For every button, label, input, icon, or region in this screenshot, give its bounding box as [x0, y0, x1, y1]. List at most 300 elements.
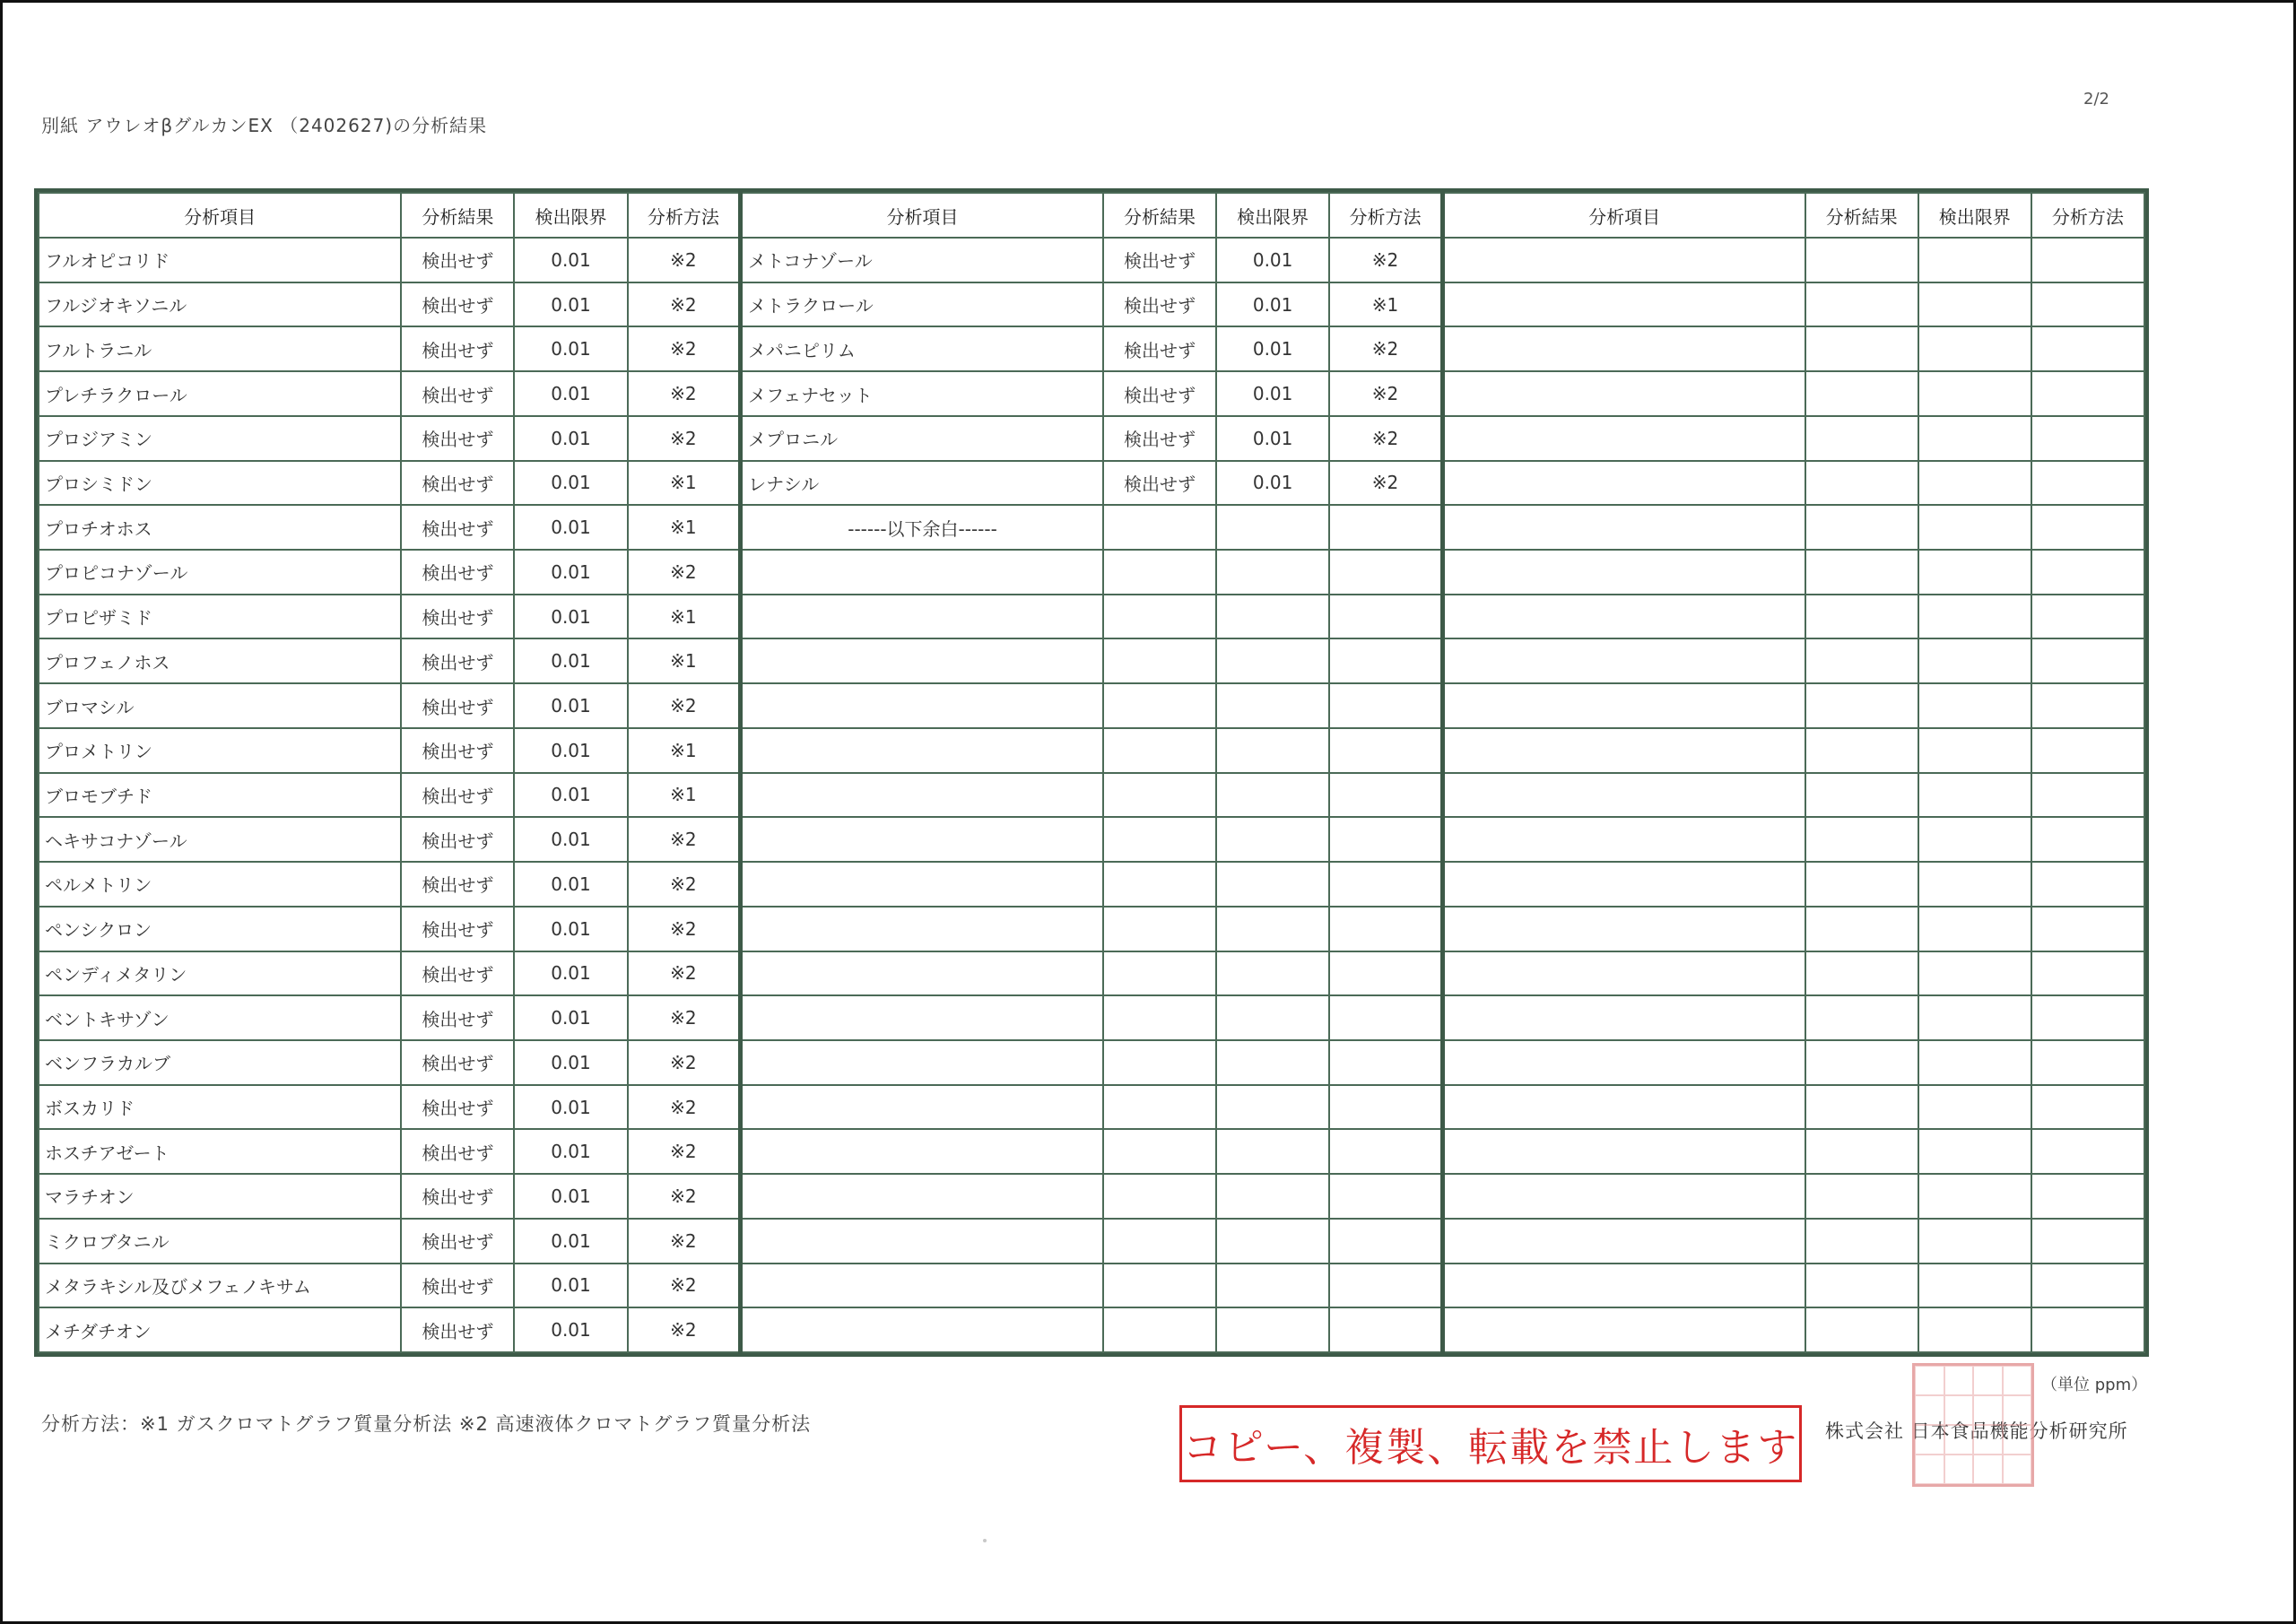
- item-name-cell: ブロモブチド: [39, 773, 401, 818]
- empty-cell: [1918, 238, 2031, 282]
- empty-cell: [2031, 282, 2144, 327]
- empty-cell: [2031, 638, 2144, 683]
- item-name-cell: レナシル: [741, 461, 1103, 506]
- item-name-cell: プロシミドン: [39, 461, 401, 506]
- result-cell: 検出せず: [1103, 461, 1216, 506]
- limit-cell: 0.01: [514, 238, 627, 282]
- empty-cell: [1805, 461, 1918, 506]
- result-cell: [1103, 817, 1216, 862]
- method-cell: [1329, 1264, 1442, 1308]
- empty-cell: [2031, 683, 2144, 728]
- table-row: [39, 995, 2144, 1040]
- empty-cell: [1442, 1264, 1805, 1308]
- method-cell: [1329, 1174, 1442, 1219]
- limit-cell: 0.01: [514, 326, 627, 371]
- limit-cell: [1216, 505, 1329, 550]
- result-cell: 検出せず: [1103, 416, 1216, 461]
- empty-cell: [2031, 773, 2144, 818]
- item-name-cell: メトコナゾール: [741, 238, 1103, 282]
- empty-cell: [1918, 1085, 2031, 1130]
- result-cell: 検出せず: [401, 638, 514, 683]
- item-name-cell: フルオピコリド: [39, 238, 401, 282]
- header-method: 分析方法: [628, 193, 741, 238]
- item-name-cell: メチダチオン: [39, 1307, 401, 1352]
- limit-cell: [1216, 1040, 1329, 1085]
- result-cell: 検出せず: [401, 595, 514, 639]
- company-name: 株式会社 日本食品機能分析研究所: [1825, 1420, 2128, 1442]
- method-cell: ※2: [628, 995, 741, 1040]
- empty-cell: [1918, 1129, 2031, 1174]
- empty-cell: [2031, 995, 2144, 1040]
- empty-cell: [1442, 1129, 1805, 1174]
- limit-cell: 0.01: [1216, 461, 1329, 506]
- item-name-cell: ベンフラカルブ: [39, 1040, 401, 1085]
- item-name-cell: プロフェノホス: [39, 638, 401, 683]
- result-cell: 検出せず: [401, 1040, 514, 1085]
- empty-cell: [2031, 595, 2144, 639]
- item-name-cell: [741, 1040, 1103, 1085]
- empty-cell: [1442, 550, 1805, 595]
- header-item: 分析項目: [741, 193, 1103, 238]
- method-cell: ※1: [1329, 282, 1442, 327]
- item-name-cell: ヘキサコナゾール: [39, 817, 401, 862]
- limit-cell: [1216, 951, 1329, 996]
- method-cell: ※2: [628, 862, 741, 907]
- table-row: [39, 683, 2144, 728]
- result-cell: 検出せず: [401, 951, 514, 996]
- item-name-cell: ペンシクロン: [39, 907, 401, 951]
- result-cell: [1103, 773, 1216, 818]
- table-row: [39, 326, 2144, 371]
- empty-cell: [2031, 1174, 2144, 1219]
- table-row: [39, 505, 2144, 550]
- method-cell: [1329, 773, 1442, 818]
- empty-cell: [1805, 1219, 1918, 1264]
- result-cell: 検出せず: [401, 862, 514, 907]
- limit-cell: 0.01: [514, 907, 627, 951]
- item-name-cell: フルトラニル: [39, 326, 401, 371]
- limit-cell: 0.01: [514, 1174, 627, 1219]
- empty-cell: [1918, 907, 2031, 951]
- method-cell: [1329, 1129, 1442, 1174]
- result-cell: 検出せず: [401, 728, 514, 773]
- table-row: [39, 1085, 2144, 1130]
- result-cell: [1103, 951, 1216, 996]
- result-cell: 検出せず: [401, 238, 514, 282]
- result-cell: 検出せず: [401, 907, 514, 951]
- item-name-cell: [741, 550, 1103, 595]
- item-name-cell: [741, 773, 1103, 818]
- empty-cell: [1918, 817, 2031, 862]
- item-name-cell: ボスカリド: [39, 1085, 401, 1130]
- empty-cell: [1918, 951, 2031, 996]
- results-table: [38, 192, 2145, 1353]
- table-row: [39, 550, 2144, 595]
- result-cell: 検出せず: [401, 371, 514, 416]
- table-row: [39, 282, 2144, 327]
- item-name-cell: [741, 638, 1103, 683]
- empty-cell: [1918, 282, 2031, 327]
- method-cell: [1329, 951, 1442, 996]
- result-cell: 検出せず: [401, 550, 514, 595]
- method-cell: ※2: [628, 907, 741, 951]
- header-limit: 検出限界: [1216, 193, 1329, 238]
- item-name-cell: メパニピリム: [741, 326, 1103, 371]
- result-cell: 検出せず: [401, 1219, 514, 1264]
- limit-cell: 0.01: [514, 550, 627, 595]
- table-row: [39, 638, 2144, 683]
- table-row: [39, 862, 2144, 907]
- empty-cell: [1805, 1085, 1918, 1130]
- empty-cell: [1442, 416, 1805, 461]
- limit-cell: [1216, 728, 1329, 773]
- method-cell: [1329, 817, 1442, 862]
- empty-cell: [1442, 326, 1805, 371]
- limit-cell: [1216, 1129, 1329, 1174]
- limit-cell: 0.01: [1216, 326, 1329, 371]
- empty-cell: [1805, 817, 1918, 862]
- table-row: [39, 1174, 2144, 1219]
- empty-cell: [2031, 461, 2144, 506]
- result-cell: [1103, 595, 1216, 639]
- method-cell: ※1: [628, 505, 741, 550]
- item-name-cell: [741, 1307, 1103, 1352]
- empty-cell: [2031, 371, 2144, 416]
- method-cell: ※2: [628, 951, 741, 996]
- header-result: 分析結果: [401, 193, 514, 238]
- header-limit: 検出限界: [514, 193, 627, 238]
- item-name-cell: プロピザミド: [39, 595, 401, 639]
- item-name-cell: フルジオキソニル: [39, 282, 401, 327]
- header-result: 分析結果: [1805, 193, 1918, 238]
- empty-cell: [2031, 951, 2144, 996]
- limit-cell: 0.01: [514, 1264, 627, 1308]
- empty-cell: [2031, 1129, 2144, 1174]
- empty-cell: [1805, 550, 1918, 595]
- limit-cell: [1216, 907, 1329, 951]
- empty-cell: [1805, 238, 1918, 282]
- empty-cell: [1918, 371, 2031, 416]
- limit-cell: 0.01: [514, 683, 627, 728]
- limit-cell: [1216, 862, 1329, 907]
- empty-cell: [1918, 1174, 2031, 1219]
- unit-label: （単位 ppm）: [2041, 1376, 2148, 1394]
- header-result: 分析結果: [1103, 193, 1216, 238]
- empty-cell: [1805, 638, 1918, 683]
- empty-cell: [1442, 238, 1805, 282]
- empty-cell: [1805, 1129, 1918, 1174]
- limit-cell: [1216, 817, 1329, 862]
- limit-cell: 0.01: [514, 728, 627, 773]
- method-cell: ※2: [628, 550, 741, 595]
- result-cell: [1103, 1040, 1216, 1085]
- item-name-cell: マラチオン: [39, 1174, 401, 1219]
- result-cell: 検出せず: [401, 326, 514, 371]
- limit-cell: 0.01: [514, 461, 627, 506]
- method-cell: ※1: [628, 595, 741, 639]
- table-row: [39, 595, 2144, 639]
- result-cell: [1103, 1219, 1216, 1264]
- item-name-cell: プロピコナゾール: [39, 550, 401, 595]
- item-name-cell: [741, 1174, 1103, 1219]
- table-row: [39, 238, 2144, 282]
- empty-cell: [1805, 1307, 1918, 1352]
- limit-cell: 0.01: [514, 371, 627, 416]
- empty-cell: [2031, 907, 2144, 951]
- empty-cell: [1442, 1219, 1805, 1264]
- item-name-cell: [741, 595, 1103, 639]
- header-item: 分析項目: [39, 193, 401, 238]
- empty-cell: [1442, 683, 1805, 728]
- result-cell: [1103, 995, 1216, 1040]
- method-cell: ※2: [1329, 371, 1442, 416]
- limit-cell: 0.01: [1216, 282, 1329, 327]
- table-row: [39, 461, 2144, 506]
- empty-cell: [2031, 238, 2144, 282]
- method-cell: ※2: [628, 1085, 741, 1130]
- item-name-cell: ペンディメタリン: [39, 951, 401, 996]
- result-cell: [1103, 1174, 1216, 1219]
- result-cell: 検出せず: [1103, 282, 1216, 327]
- limit-cell: [1216, 1085, 1329, 1130]
- item-name-cell: プロジアミン: [39, 416, 401, 461]
- item-name-cell: [741, 995, 1103, 1040]
- method-cell: ※1: [628, 773, 741, 818]
- item-name-cell: メフェナセット: [741, 371, 1103, 416]
- empty-cell: [1918, 728, 2031, 773]
- page-number: 2/2: [2083, 90, 2109, 109]
- empty-cell: [1918, 683, 2031, 728]
- scan-speck: [983, 1539, 987, 1542]
- empty-cell: [2031, 1219, 2144, 1264]
- empty-cell: [1805, 1040, 1918, 1085]
- item-name-cell: [741, 862, 1103, 907]
- empty-cell: [1442, 862, 1805, 907]
- empty-cell: [1918, 505, 2031, 550]
- item-name-cell: ペルメトリン: [39, 862, 401, 907]
- limit-cell: 0.01: [514, 505, 627, 550]
- item-name-cell: [741, 1129, 1103, 1174]
- empty-cell: [1442, 817, 1805, 862]
- item-name-cell: ブロマシル: [39, 683, 401, 728]
- item-name-cell: [741, 817, 1103, 862]
- empty-cell: [1442, 773, 1805, 818]
- method-cell: ※2: [628, 1040, 741, 1085]
- table-row: [39, 817, 2144, 862]
- limit-cell: [1216, 595, 1329, 639]
- item-name-cell: [741, 728, 1103, 773]
- empty-cell: [1805, 683, 1918, 728]
- result-cell: [1103, 862, 1216, 907]
- item-name-cell: [741, 951, 1103, 996]
- empty-cell: [1918, 638, 2031, 683]
- empty-cell: [1805, 773, 1918, 818]
- limit-cell: [1216, 638, 1329, 683]
- result-cell: [1103, 907, 1216, 951]
- item-name-cell: プレチラクロール: [39, 371, 401, 416]
- result-cell: 検出せず: [401, 461, 514, 506]
- empty-cell: [1442, 371, 1805, 416]
- header-method: 分析方法: [2031, 193, 2144, 238]
- limit-cell: 0.01: [514, 951, 627, 996]
- empty-cell: [2031, 326, 2144, 371]
- result-cell: 検出せず: [401, 1085, 514, 1130]
- empty-cell: [1918, 550, 2031, 595]
- method-cell: ※2: [628, 1174, 741, 1219]
- empty-cell: [1442, 638, 1805, 683]
- item-name-cell: [741, 907, 1103, 951]
- copy-prohibition-notice: コピー、複製、転載を禁止します: [1179, 1405, 1802, 1482]
- limit-cell: 0.01: [514, 773, 627, 818]
- header-limit: 検出限界: [1918, 193, 2031, 238]
- empty-cell: [1918, 1040, 2031, 1085]
- method-cell: [1329, 862, 1442, 907]
- empty-cell: [1442, 595, 1805, 639]
- empty-cell: [2031, 728, 2144, 773]
- empty-cell: [1805, 326, 1918, 371]
- result-cell: 検出せず: [401, 995, 514, 1040]
- empty-cell: [1442, 1040, 1805, 1085]
- method-cell: ※2: [628, 817, 741, 862]
- result-cell: 検出せず: [1103, 326, 1216, 371]
- empty-cell: [2031, 505, 2144, 550]
- result-cell: [1103, 1085, 1216, 1130]
- empty-cell: [1805, 995, 1918, 1040]
- item-name-cell: メプロニル: [741, 416, 1103, 461]
- method-cell: ※2: [628, 1129, 741, 1174]
- table-row: [39, 1264, 2144, 1308]
- methods-note: 分析方法：※1 ガスクロマトグラフ質量分析法 ※2 高速液体クロマトグラフ質量分析法: [41, 1413, 812, 1435]
- method-cell: ※2: [628, 1219, 741, 1264]
- result-cell: 検出せず: [401, 1129, 514, 1174]
- result-cell: 検出せず: [401, 282, 514, 327]
- result-cell: [1103, 683, 1216, 728]
- method-cell: [1329, 1219, 1442, 1264]
- method-cell: ※1: [628, 638, 741, 683]
- empty-cell: [1442, 728, 1805, 773]
- empty-cell: [1805, 282, 1918, 327]
- result-cell: 検出せず: [401, 1264, 514, 1308]
- result-cell: 検出せず: [401, 683, 514, 728]
- method-cell: ※2: [628, 326, 741, 371]
- header-method: 分析方法: [1329, 193, 1442, 238]
- limit-cell: 0.01: [1216, 238, 1329, 282]
- method-cell: [1329, 728, 1442, 773]
- item-name-cell: プロメトリン: [39, 728, 401, 773]
- limit-cell: [1216, 550, 1329, 595]
- item-name-cell: [741, 1219, 1103, 1264]
- empty-cell: [1805, 416, 1918, 461]
- method-cell: [1329, 995, 1442, 1040]
- item-name-cell: [741, 683, 1103, 728]
- result-cell: [1103, 728, 1216, 773]
- item-name-cell: プロチオホス: [39, 505, 401, 550]
- method-cell: ※2: [1329, 416, 1442, 461]
- empty-cell: [2031, 817, 2144, 862]
- empty-cell: [1918, 862, 2031, 907]
- limit-cell: [1216, 1307, 1329, 1352]
- limit-cell: 0.01: [514, 282, 627, 327]
- limit-cell: 0.01: [514, 1040, 627, 1085]
- result-cell: 検出せず: [401, 505, 514, 550]
- empty-cell: [1805, 728, 1918, 773]
- empty-cell: [1442, 1085, 1805, 1130]
- limit-cell: [1216, 1174, 1329, 1219]
- empty-cell: [2031, 1040, 2144, 1085]
- result-cell: 検出せず: [401, 1307, 514, 1352]
- method-cell: [1329, 638, 1442, 683]
- item-name-cell: ベントキサゾン: [39, 995, 401, 1040]
- empty-cell: [1918, 326, 2031, 371]
- method-cell: ※2: [628, 1264, 741, 1308]
- limit-cell: 0.01: [514, 1129, 627, 1174]
- method-cell: [1329, 907, 1442, 951]
- item-name-cell: [741, 1264, 1103, 1308]
- empty-cell: [1442, 1174, 1805, 1219]
- result-cell: 検出せず: [1103, 238, 1216, 282]
- empty-cell: [2031, 1085, 2144, 1130]
- result-cell: [1103, 1129, 1216, 1174]
- table-row: [39, 1129, 2144, 1174]
- empty-cell: [1918, 773, 2031, 818]
- table-body: [39, 238, 2144, 1352]
- empty-cell: [1805, 1264, 1918, 1308]
- empty-cell: [2031, 1307, 2144, 1352]
- empty-cell: [1805, 371, 1918, 416]
- item-name-cell: [741, 1085, 1103, 1130]
- table-row: [39, 951, 2144, 996]
- method-cell: ※2: [628, 683, 741, 728]
- limit-cell: 0.01: [514, 416, 627, 461]
- empty-cell: [1918, 995, 2031, 1040]
- empty-cell: [1918, 1219, 2031, 1264]
- method-cell: [1329, 550, 1442, 595]
- empty-cell: [1918, 1264, 2031, 1308]
- results-table-container: [34, 188, 2149, 1357]
- table-row: [39, 371, 2144, 416]
- limit-cell: 0.01: [514, 638, 627, 683]
- empty-cell: [1442, 907, 1805, 951]
- limit-cell: 0.01: [1216, 371, 1329, 416]
- result-cell: 検出せず: [401, 817, 514, 862]
- method-cell: ※2: [628, 416, 741, 461]
- table-row: [39, 416, 2144, 461]
- method-cell: [1329, 595, 1442, 639]
- limit-cell: 0.01: [514, 1085, 627, 1130]
- empty-cell: [1442, 951, 1805, 996]
- document-title: 別紙 アウレオβグルカンEX （2402627)の分析結果: [41, 115, 488, 136]
- empty-cell: [1805, 595, 1918, 639]
- item-name-cell: ミクロブタニル: [39, 1219, 401, 1264]
- table-row: [39, 1040, 2144, 1085]
- limit-cell: 0.01: [514, 595, 627, 639]
- method-cell: [1329, 1307, 1442, 1352]
- table-row: [39, 728, 2144, 773]
- method-cell: ※2: [1329, 238, 1442, 282]
- empty-cell: [2031, 862, 2144, 907]
- empty-cell: [1442, 505, 1805, 550]
- limit-cell: 0.01: [514, 862, 627, 907]
- empty-cell: [1918, 595, 2031, 639]
- result-cell: [1103, 1264, 1216, 1308]
- table-row: [39, 1307, 2144, 1352]
- empty-cell: [1442, 995, 1805, 1040]
- table-row: [39, 907, 2144, 951]
- limit-cell: [1216, 1264, 1329, 1308]
- result-cell: [1103, 505, 1216, 550]
- limit-cell: 0.01: [514, 995, 627, 1040]
- method-cell: [1329, 683, 1442, 728]
